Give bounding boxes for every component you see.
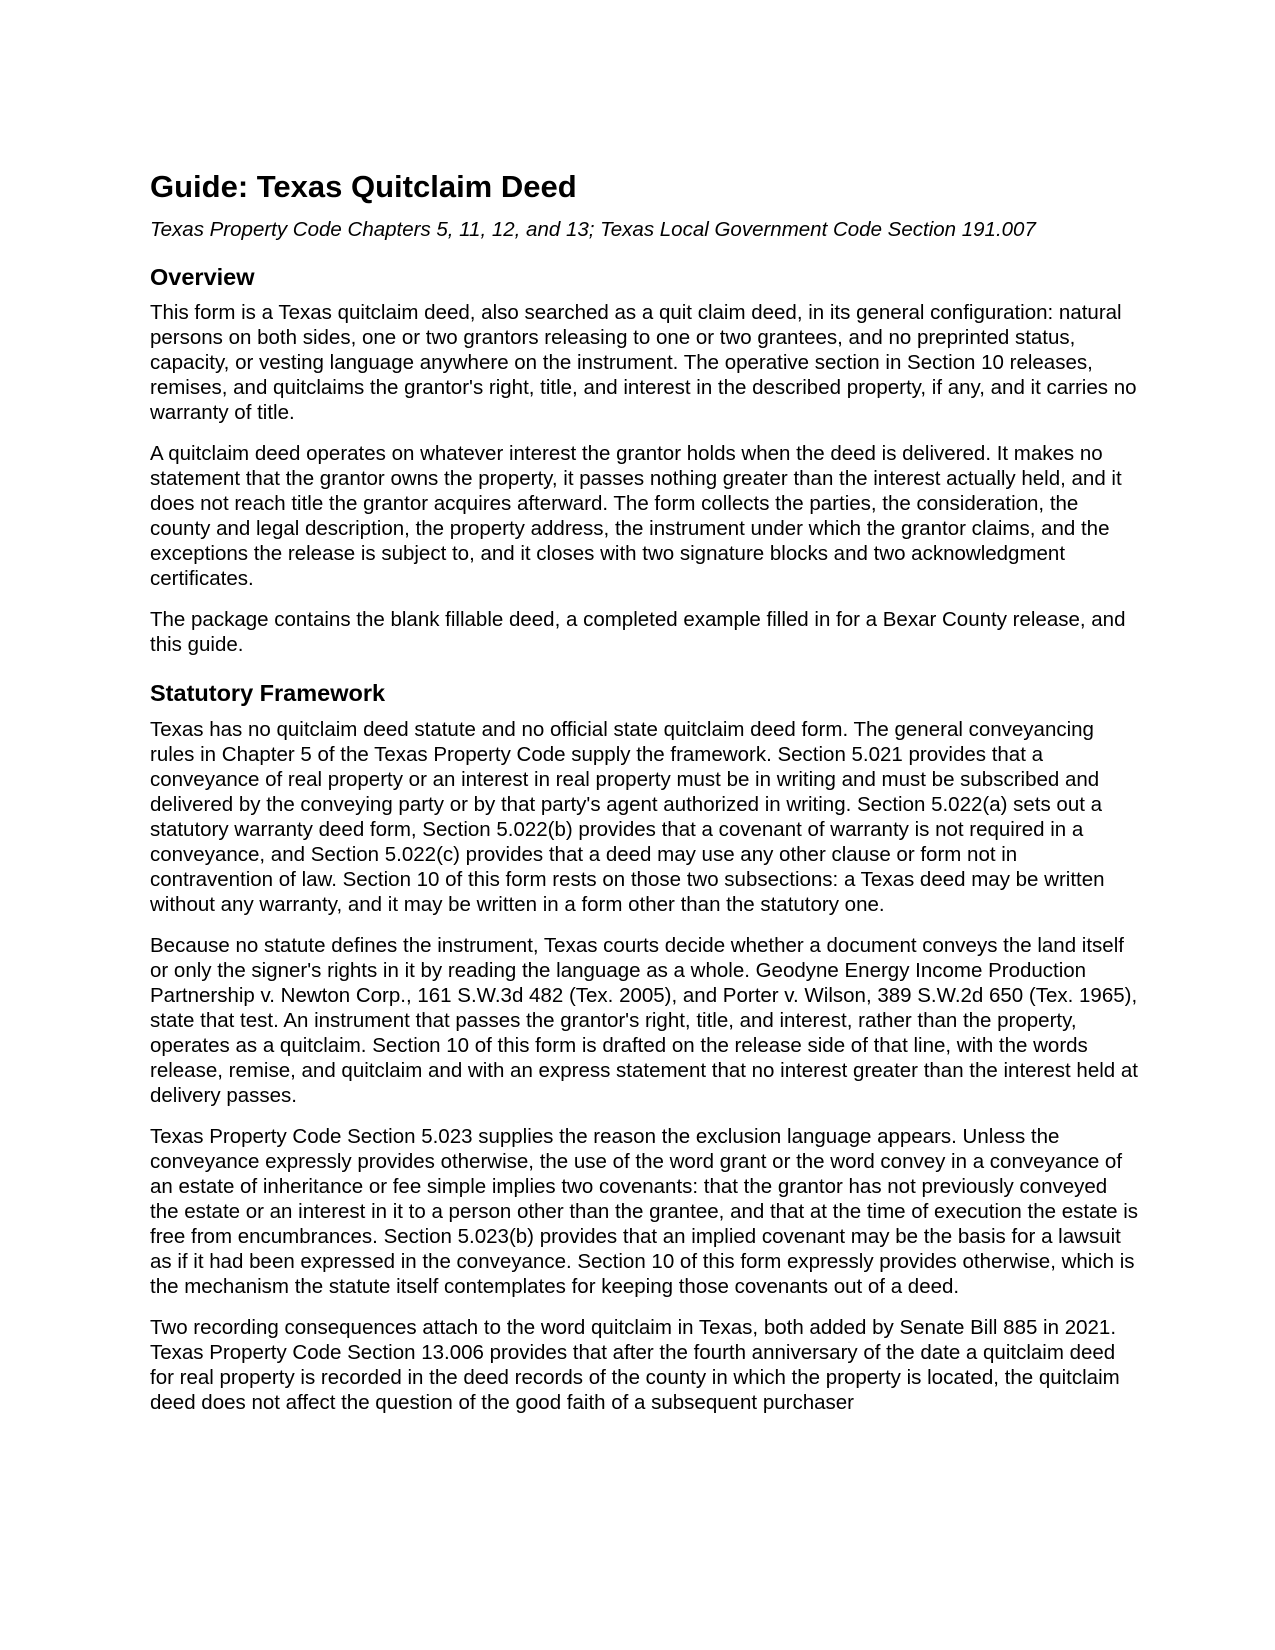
paragraph: A quitclaim deed operates on whatever interest the grantor holds when the deed is delivered. It makes no statement that the grantor owns the property, it passes nothing greater than the interest actually held, and it does not reach title the grantor acquires afterward. The form collects the parties, the consideration, the county and legal description, the property address, the instrument under which the grantor claims, and the exceptions the release is subject to, and it closes with two signature blocks and two acknowledgment certificates. <box>150 442 1122 591</box>
section-statutory-framework <box>150 679 1140 1414</box>
section-heading: Statutory Framework <box>150 680 386 707</box>
document-title: Guide: Texas Quitclaim Deed <box>150 169 577 204</box>
section-heading: Overview <box>150 264 255 291</box>
paragraph: The package contains the blank fillable deed, a completed example filled in for a Bexar County release, and this guide. <box>150 608 1126 657</box>
section-overview <box>150 263 1140 657</box>
paragraph: Texas Property Code Section 5.023 supplies the reason the exclusion language appears. Unless the conveyance expressly provides otherwise, the use of the word grant or the word convey in a conveyance of an estate of inheritance or fee simple implies two covenants: that the grantor has not previously conveyed the estate or an interest in it to a person other than the grantee, and that at the time of execution the estate is free from encumbrances. Section 5.023(b) provides that an implied covenant may be the basis for a lawsuit as if it had been expressed in the conveyance. Section 10 of this form expressly provides otherwise, which is the mechanism the statute itself contemplates for keeping those covenants out of a deed. <box>150 1124 1139 1298</box>
paragraph: Two recording consequences attach to the word quitclaim in Texas, both added by Senate Bill 885 in 2021. Texas Property Code Section 13.006 provides that after the fourth anniversary of the date a quitclaim deed for real property is recorded in the deed records of the county in which the property is located, the quitclaim deed does not affect the question of the good faith of a subsequent purchaser <box>150 1315 1120 1414</box>
paragraph: This form is a Texas quitclaim deed, also searched as a quit claim deed, in its general configuration: natural persons on both sides, one or two grantors releasing to one or two grantees, and no preprinted status, capacity, or vesting language anywhere on the instrument. The operative section in Section 10 releases, remises, and quitclaims the grantor's right, title, and interest in the described property, if any, and it carries no warranty of title. <box>150 301 1137 425</box>
document-subtitle: Texas Property Code Chapters 5, 11, 12, and 13; Texas Local Government Code Section 191.007 <box>150 218 1036 242</box>
document-page <box>150 168 1140 1431</box>
paragraph: Because no statute defines the instrument, Texas courts decide whether a document conveys the land itself or only the signer's rights in it by reading the language as a whole. Geodyne Energy Income Production Partnership v. Newton Corp., 161 S.W.3d 482 (Tex. 2005), and Porter v. Wilson, 389 S.W.2d 650 (Tex. 1965), state that test. An instrument that passes the grantor's right, title, and interest, rather than the property, operates as a quitclaim. Section 10 of this form is drafted on the release side of that line, with the words release, remise, and quitclaim and with an express statement that no interest greater than the interest held at delivery passes. <box>150 933 1138 1107</box>
paragraph: Texas has no quitclaim deed statute and no official state quitclaim deed form. The general conveyancing rules in Chapter 5 of the Texas Property Code supply the framework. Section 5.021 provides that a conveyance of real property or an interest in real property must be in writing and must be subscribed and delivered by the conveying party or by that party's agent authorized in writing. Section 5.022(a) sets out a statutory warranty deed form, Section 5.022(b) provides that a covenant of warranty is not required in a conveyance, and Section 5.022(c) provides that a deed may use any other clause or form not in contravention of law. Section 10 of this form rests on those two subsections: a Texas deed may be written without any warranty, and it may be written in a form other than the statutory one. <box>150 717 1105 916</box>
